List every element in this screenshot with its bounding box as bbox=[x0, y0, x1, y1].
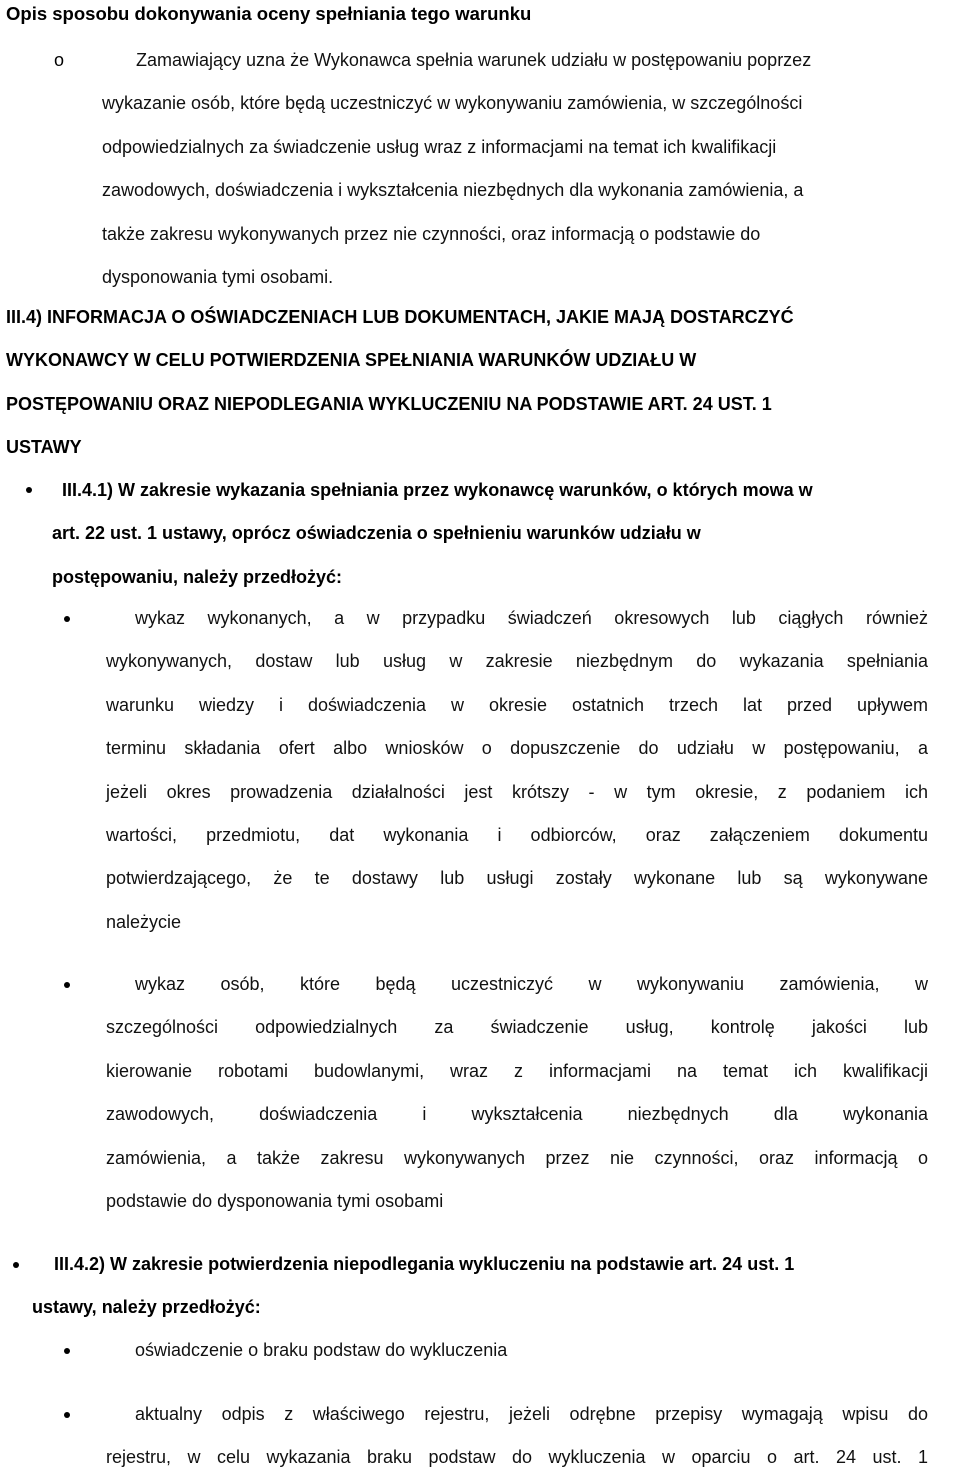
subheading-line: art. 22 ust. 1 ustawy, oprócz oświadczenia o spełnieniu warunków udziału w bbox=[52, 523, 701, 544]
bullet-dot-icon bbox=[13, 1262, 19, 1268]
heading-line: WYKONAWCY W CELU POTWIERDZENIA SPEŁNIANIA WARUNKÓW UDZIAŁU W bbox=[6, 350, 697, 371]
text-line: aktualny odpis z właściwego rejestru, jeżeli odrębne przepisy wymagają wpisu do bbox=[135, 1404, 928, 1424]
subheading-line: III.4.2) W zakresie potwierdzenia niepodlegania wykluczeniu na podstawie art. 24 ust. 1 bbox=[54, 1254, 795, 1274]
list-item-wykaz-wykonanych bbox=[106, 597, 928, 944]
subheading-line: ustawy, należy przedłożyć: bbox=[32, 1297, 261, 1318]
bullet-dot-icon bbox=[64, 616, 70, 622]
bullet-dot-icon bbox=[64, 1348, 70, 1354]
heading-line: III.4) INFORMACJA O OŚWIADCZENIACH LUB DOKUMENTACH, JAKIE MAJĄ DOSTARCZYĆ bbox=[6, 307, 794, 327]
heading-line: USTAWY bbox=[6, 437, 82, 458]
text-line: Zamawiający uzna że Wykonawca spełnia warunek udziału w postępowaniu poprzez bbox=[136, 50, 812, 70]
text-line: wykaz wykonanych, a w przypadku świadczeń okresowych lub ciągłych również bbox=[135, 608, 928, 628]
text-line: zamówienia, a także zakresu wykonywanych przez nie czynności, oraz informacją o bbox=[106, 1147, 928, 1168]
text-line: kierowanie robotami budowlanymi, wraz z informacjami na temat ich kwalifikacji bbox=[106, 1060, 928, 1081]
text-line: podstawie do dysponowania tymi osobami bbox=[106, 1191, 444, 1212]
section-iii4-heading bbox=[6, 296, 956, 470]
section-iii42 bbox=[32, 1243, 950, 1330]
text-line: wykazanie osób, które będą uczestniczyć w wykonywaniu zamówienia, w szczególności bbox=[102, 93, 803, 114]
bullet-dot-icon bbox=[64, 982, 70, 988]
heading-line: POSTĘPOWANIU ORAZ NIEPODLEGANIA WYKLUCZENIU NA PODSTAWIE ART. 24 UST. 1 bbox=[6, 393, 772, 414]
text-line: warunku wiedzy i doświadczenia w okresie ostatnich trzech lat przed upływem bbox=[106, 694, 928, 715]
text-line: zawodowych, doświadczenia i wykształcenia niezbędnych dla wykonania bbox=[106, 1104, 928, 1125]
text-line: szczególności odpowiedzialnych za świadczenie usług, kontrolę jakości lub bbox=[106, 1017, 928, 1038]
text-line: należycie bbox=[106, 911, 182, 932]
section-heading: Opis sposobu dokonywania oceny spełniania tego warunku bbox=[6, 3, 532, 24]
text-line: dysponowania tymi osobami. bbox=[102, 267, 334, 288]
text-line: wartości, przedmiotu, dat wykonania i odbiorców, oraz załączeniem dokumentu bbox=[106, 825, 928, 846]
list-item-odpis bbox=[106, 1393, 928, 1480]
text-line: rejestru, w celu wykazania braku podstaw do wykluczenia w oparciu o art. 24 ust. 1 bbox=[106, 1447, 928, 1468]
text-line: potwierdzającego, że te dostawy lub usługi zostały wykonane lub są wykonywane bbox=[106, 868, 928, 889]
text-line: wykonywanych, dostaw lub usług w zakresie niezbędnym do wykazania spełniania bbox=[106, 651, 928, 672]
text-line: odpowiedzialnych za świadczenie usług wraz z informacjami na temat ich kwalifikacji bbox=[102, 136, 777, 157]
list-item-wykaz-osob bbox=[106, 963, 928, 1223]
list-item-oswiadczenie: oświadczenie o braku podstaw do wykluczenia bbox=[135, 1340, 508, 1360]
bullet-dot-icon bbox=[26, 487, 32, 493]
text-line: jeżeli okres prowadzenia działalności jest krótszy - w tym okresie, z podaniem ich bbox=[106, 781, 928, 802]
text-line: zawodowych, doświadczenia i wykształcenia niezbędnych dla wykonania zamówienia, a bbox=[102, 180, 804, 201]
subheading-line: III.4.1) W zakresie wykazania spełniania przez wykonawcę warunków, o których mowa w bbox=[62, 480, 813, 500]
section-iii41 bbox=[52, 469, 960, 599]
subheading-line: postępowaniu, należy przedłożyć: bbox=[52, 566, 343, 587]
text-line: wykaz osób, które będą uczestniczyć w wykonywaniu zamówienia, w bbox=[135, 974, 928, 994]
text-line: terminu składania ofert albo wniosków o dopuszczenie do udziału w postępowaniu, a bbox=[106, 738, 928, 759]
text-line: także zakresu wykonywanych przez nie czynności, oraz informacją o podstawie do bbox=[102, 223, 761, 244]
bullet-dot-icon bbox=[64, 1412, 70, 1418]
criteria-text bbox=[102, 39, 952, 299]
list-marker-o: o bbox=[54, 50, 65, 70]
